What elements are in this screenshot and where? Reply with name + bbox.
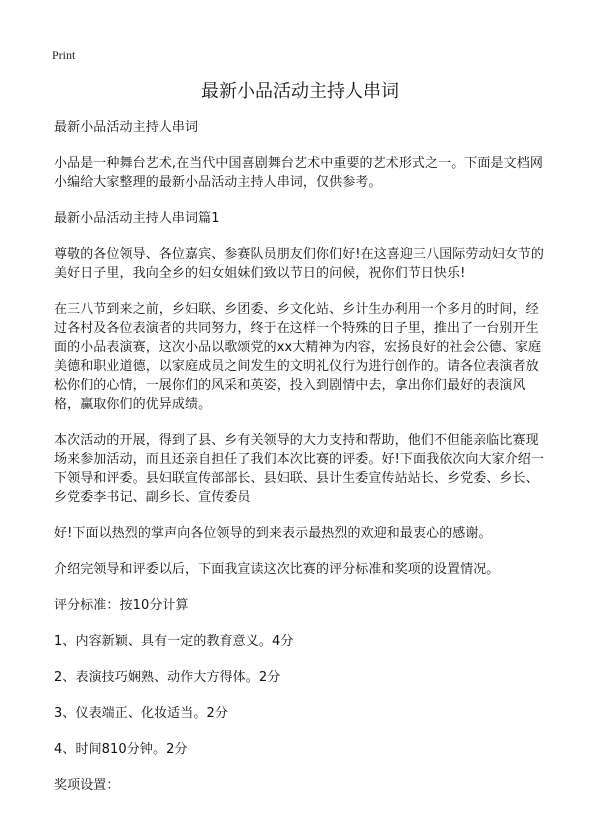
scoring-item-4: 4、时间810分钟。2分 (54, 742, 188, 757)
judges-paragraph: 本次活动的开展，得到了县、乡有关领导的大力支持和帮助，他们不但能亲临比赛现场来参加活动，而且还亲自担任了我们本次比赛的评委。好!下面我依次向大家介绍一下领导和评委。县妇联宣传部部长、县妇联、县计生委宣传站站长、乡党委、乡长、乡党委李书记、副乡长、宣传委员 (54, 433, 545, 505)
scoring-item-3: 3、仪表端正、化妆适当。2分 (54, 706, 228, 721)
scoring-item-2: 2、表演技巧娴熟、动作大方得体。2分 (54, 670, 281, 685)
article-body (54, 118, 550, 812)
awards-heading: 奖项设置： (54, 778, 120, 793)
intro-paragraph: 小品是一种舞台艺术,在当代中国喜剧舞台艺术中重要的艺术形式之一。下面是文档网小编给大家整理的最新小品活动主持人串词，仅供参考。 (54, 156, 543, 190)
page-title: 最新小品活动主持人串词 (201, 81, 399, 102)
scoring-item-1: 1、内容新颖、具有一定的教育意义。4分 (54, 634, 294, 649)
scoring-heading: 评分标准：按10分计算 (54, 598, 189, 613)
subtitle-paragraph: 最新小品活动主持人串词 (54, 120, 199, 135)
background-paragraph: 在三八节到来之前，乡妇联、乡团委、乡文化站、乡计生办利用一个多月的时间，经过各村及各位表演者的共同努力，终于在这样一个特殊的日子里，推出了一台别开生面的小品表演赛，这次小品以歌颂党的xx大精神为内容，宏扬良好的社会公德、家庭美德和职业道德，以家庭成员之间发生的文明礼仪行为进行创作的。请各位表演者放松你们的心情，一展你们的风采和英姿，投入到剧情中去，拿出你们最好的表演风格，赢取你们的优异成绩。 (54, 302, 542, 412)
rules-intro-paragraph: 介绍完领导和评委以后，下面我宣读这次比赛的评分标准和奖项的设置情况。 (54, 562, 500, 577)
section-heading: 最新小品活动主持人串词篇1 (54, 211, 220, 226)
print-link[interactable]: Print (52, 48, 76, 62)
welcome-paragraph: 好!下面以热烈的掌声向各位领导的到来表示最热烈的欢迎和最衷心的感谢。 (54, 526, 492, 541)
greeting-paragraph: 尊敬的各位领导、各位嘉宾、参赛队员朋友们你们好!在这喜迎三八国际劳动妇女节的美好日子里，我向全乡的妇女姐妹们致以节日的问候，祝你们节日快乐! (54, 247, 545, 281)
